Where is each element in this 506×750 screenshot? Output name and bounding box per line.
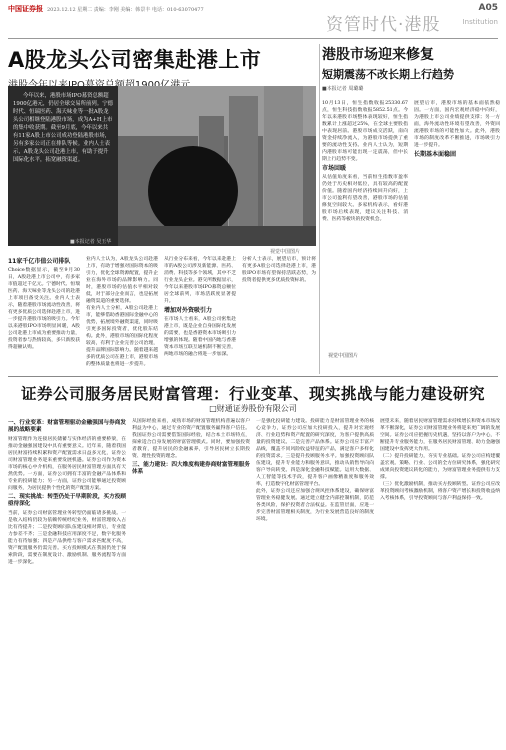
- feature-col-text-2: 当前，证券公司财富管理业务转型仍面临诸多挑战。一是收入结构仍较为依赖传统经纪业务，财富管理收入占比有待提升；二是投资顾问队伍建设相对滞后，专业能力参差不齐；三是金融科技应用深度不足，数字化服务能力有待加强；四是产品供给与客户需求匹配度不高，资产配置服务仍需完善。买方投顾模式在我国仍处于探索阶段，需要在制度设计、激励机制、服务流程等方面进一步深化。: [8, 511, 126, 565]
- lead-col-3: [164, 256, 236, 374]
- masthead-left: [8, 4, 204, 14]
- lead-col-2: [86, 256, 158, 374]
- feature-col-4: [380, 418, 500, 744]
- feature-col-text-7: （二）提升投研能力，夯实专业基础。证券公司应构建覆盖宏观、策略、行业、公司的全方位研究体系，强化研究成果向投资建议转化的能力，为财富管理业务提供有力支撑。: [380, 454, 500, 480]
- right-col-text-3: 展望后市，港股市场的基本面依然稳固。一方面，国内宏观经济稳中向好，为港股上市公司业绩提供支撑；另一方面，海外流动性环境有望改善，外资回流港股市场的可能性加大。此外，港股市场的制度改革不断推进，市场吸引力进一步提升。: [414, 101, 500, 148]
- issue-meta: 2023.12.12 星期二 责编：李刚 美编：韩景丰 电话：010-63070477: [47, 6, 204, 13]
- lead-col-4: [242, 256, 316, 374]
- feature-section-heading-3: 三、能力建设：四大维度构建券商财富管理服务体系: [132, 462, 250, 475]
- masthead-rule: [8, 38, 498, 39]
- lead-col-text-5: 在市场人士看来，A股公司密集赴港上市，既是企业自身国际化发展的需要，也是香港资本市场吸引力增强的体现。随着中国内地与香港资本市场互联互通机制不断完善，两地市场的融合将进一步加深。: [164, 317, 236, 357]
- feature-section-heading-1: 一、行业变革：财富管理驱动金融强国与券商发展的战略要素: [8, 420, 126, 433]
- feature-col-text-8: （三）优化激励机制，推动买方投顾转型。证券公司应改革投资顾问考核激励机制，将客户资产增长和投资收益纳入考核体系，引导投资顾问与客户利益保持一致。: [380, 482, 500, 501]
- lead-headline: A股龙头公司密集赴港上市: [8, 48, 262, 72]
- page-number: A05: [478, 3, 498, 13]
- right-col-heading-1: 市场回暖: [322, 165, 347, 172]
- masthead: [0, 0, 506, 42]
- lead-col-text-2: 业内人士认为，A股龙头公司赴港上市，有助于增强对国际资本的吸引力，优化全球资源配置，提升企业在海外市场的品牌影响力。同时，港股市场的估值水平相对较低，对于部分企业而言，也是拓展融资渠道的重要选择。: [86, 257, 158, 304]
- feature-col-text-3: 从国际经验来看，成熟市场的财富管理机构普遍以客户利益为中心，通过专业的资产配置服务赢得客户信任。我国证券公司需要借鉴国际经验，结合本土市场特点，探索适合自身发展的财富管理模式。同时，要加强投资者教育，提升居民的金融素养，引导居民树立长期投资、理性投资的理念。: [132, 419, 250, 459]
- feature-col-3: [256, 418, 374, 744]
- lead-col-1: [8, 256, 80, 374]
- lead-col-heading-2: 增加对外资吸引力: [164, 307, 213, 314]
- feature-col-2: [132, 418, 250, 744]
- feature-col-text-1: 财富管理作为连接居民储蓄与实体经济的重要桥梁，在推动金融强国建设中具有重要意义。近年来，随着我国居民财富持续积累和资产配置需求日益多元化，证券公司财富管理业务迎来重要发展机遇。证券公司作为资本市场的核心中介机构，在服务居民财富管理方面具有天然优势。一方面，证券公司拥有丰富的金融产品体系和专业的投研能力；另一方面，证券公司能够通过投资顾问服务，为居民提供个性化的资产配置方案。: [8, 437, 126, 491]
- lead-summary-text: 今年以来，港股市场IPO募资总额超1900亿港元，仍居全球交易所前列。宁德时代、恒瑞医药、海天味业等一批A股龙头公司相继登陆港股市场，成为A+H上市的集中收获期。截至9月底，今年以来共有11家A股上市公司成功登陆港股市场，另有多家公司正在排队等候。业内人士表示，A股龙头公司赴港上市，有助于提升国际化水平，拓宽融资渠道。: [13, 93, 113, 163]
- lead-col-text-4: 从行业分布来看，今年以来赴港上市的A股公司涉及新能源、医药、消费、科技等多个领域，其中不乏行业龙头企业。港交所数据显示，今年以来港股市场IPO募资总额位居全球前列，市场活跃度显著提升。: [164, 257, 236, 304]
- right-story-title: 港股市场迎来修复: [322, 47, 434, 63]
- right-col-text-2: 从估值角度来看，当前恒生指数市盈率仍处于历史相对低位，具有较高的配置价值。随着国内经济持续回升向好，上市公司盈利有望改善，港股市场的估值修复空间较大。多家机构表示，看好港股市场后续表现，建议关注科技、消费、医药等板块的投资机会。: [322, 175, 408, 222]
- lead-col-text-6: 分析人士表示，展望后市，预计将有更多A股公司选择赴港上市，港股IPO市场有望保持活跃态势，为投资者提供更多优质投资标的。: [242, 257, 316, 283]
- lead-headline-block: [8, 44, 316, 91]
- section-title: 资管时代·港股: [326, 15, 441, 35]
- right-col-heading-2: 长期基本面稳固: [414, 151, 457, 158]
- feature-col-text-6: 展望未来，随着居民财富管理需求持续增长和资本市场改革不断深化，证券公司财富管理业务将迎来更广阔的发展空间。证券公司应把握历史机遇，坚持以客户为中心，不断提升专业服务能力，在服务居民财富管理、助力金融强国建设中发挥更大作用。: [380, 419, 500, 452]
- right-col-text-1: 10月13日，恒生指数收报25330.67点，恒生科技指数收报5852.51点。今年以来港股市场整体表现较好，恒生指数累计上涨超过25%，在全球主要股指中表现居前。港股市场成交活跃，南向资金持续净流入，为港股市场提供了重要的流动性支持。业内人士认为，短期内港股市场可能出现一定震荡，但中长期上行趋势不变。: [322, 101, 408, 162]
- feature-col-1: [8, 418, 126, 744]
- right-story-byline: ■本报记者 周璐璐: [322, 86, 364, 92]
- right-col-2: [414, 100, 500, 350]
- feature-col-text-4: 一是强化投研能力建设。投研能力是财富管理业务的核心竞争力，证券公司应加大投研投入，提升对宏观经济、行业趋势和资产配置的研究深度，为客户提供高质量的投资建议。二是完善产品体系。证券公司应丰富产品线，覆盖不同风险收益特征的产品，满足客户多样化的投资需求。三是提升投顾服务水平。加强投资顾问队伍建设，提升专业能力和服务意识，推动从销售导向向客户导向转变。四是深化金融科技赋能。运用大数据、人工智能等技术手段，提升客户画像精准度和服务效率，打造数字化财富管理平台。: [256, 419, 374, 487]
- sculpture-shape: [148, 146, 238, 236]
- feature-section-heading-2: 二、现实挑战：转型仍处于早期阶段，买方投顾亟待深化: [8, 494, 126, 507]
- feature-title: 证券公司服务居民财富管理：行业变革、现实挑战与能力建设研究: [20, 385, 485, 403]
- lead-col-heading-1: 11家千亿市值公司排队: [8, 258, 71, 265]
- right-col-1: [322, 100, 408, 350]
- section-english: Institution: [462, 18, 498, 26]
- newspaper-logo: 中国证券报: [8, 4, 43, 13]
- lead-col-text-3: 有业内人士分析，A股公司赴港上市，能够借助香港国际金融中心的优势，拓展境外融资渠道，同时吸引更多国际投资者，优化股东结构。此外，港股市场的国际化程度较高，有利于企业完善公司治理，提升品牌国际影响力。随着越来越多的优质公司在港上市，港股市场的整体质量也将进一步提升。: [86, 306, 158, 367]
- feature-col-text-5: 此外，证券公司还应加强合规风控体系建设，确保财富管理业务稳健发展。通过建立健全内部控制机制，防范各类风险，保护投资者合法权益。在监管层面，应进一步完善财富管理相关制度，为行业发展营造良好的制度环境。: [256, 489, 374, 522]
- lead-photo-credit: 视觉中国图片: [270, 249, 301, 255]
- lead-photo: [118, 86, 316, 246]
- lead-summary-box: [8, 86, 118, 246]
- right-photo-credit: 视觉中国图片: [328, 353, 359, 359]
- right-story-subtitle: 短期震荡不改长期上行趋势: [322, 68, 454, 81]
- feature-byline: □财通证券股份有限公司: [209, 404, 297, 413]
- lead-author: ■本报记者 吴玉华: [70, 239, 112, 245]
- right-story-header: [322, 44, 500, 92]
- lead-col-text-1: Choice数据显示，截至9月30日，A股赴港上市公司中，有多家市值超过千亿元。宁德时代、恒瑞医药、海天味业等龙头公司的赴港上市项目备受关注。业内人士表示，随着港股市场流动性改善，将有更多优质公司选择赴港上市，进一步提升港股市场的吸引力。今年以来港股IPO市场明显回暖，A股公司赴港上市成为重要推动力量，投资者参与热情较高，多只新股获得超额认购。: [8, 268, 80, 350]
